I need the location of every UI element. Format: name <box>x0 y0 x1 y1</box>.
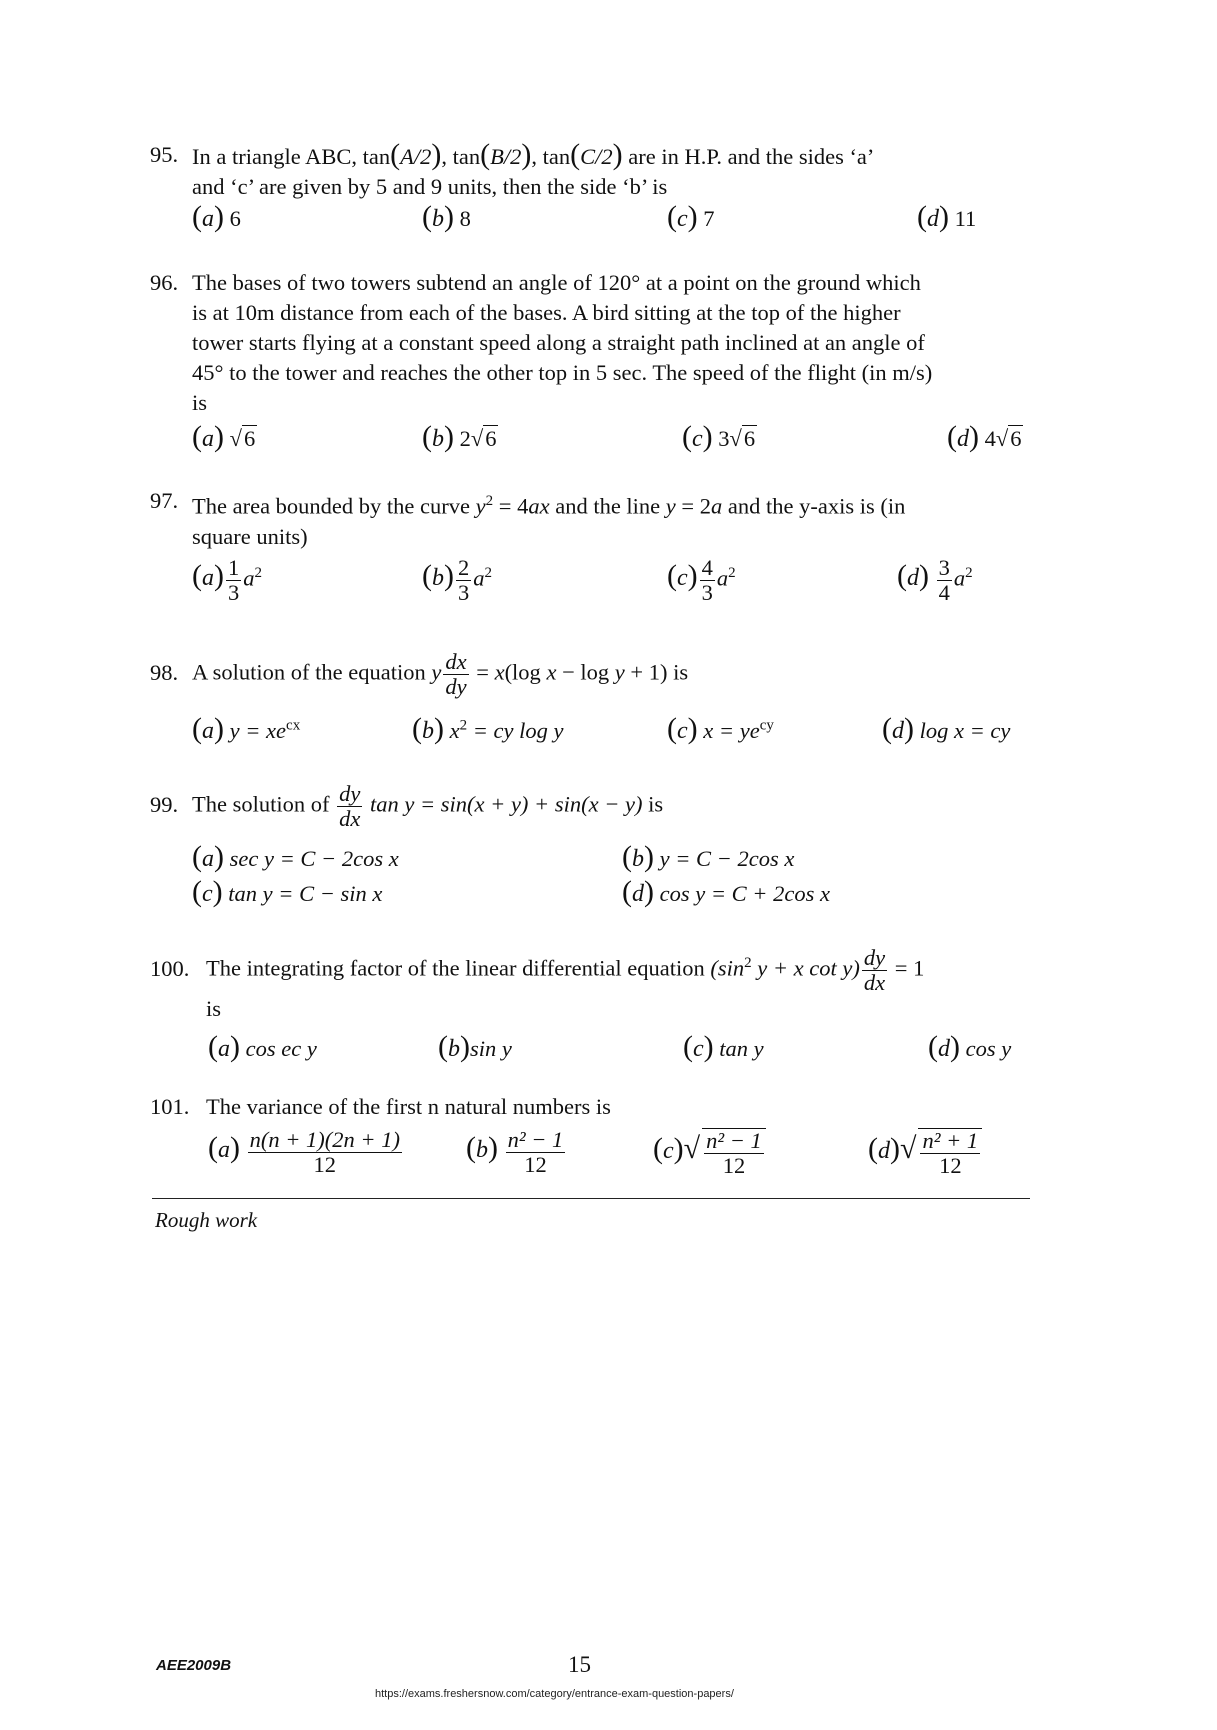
question-stem: In a triangle ABC, tan(A/2), tan(B/2), tan(C/2) are in H.P. and the sides ‘a’ and ‘c’ are given by 5 and 9 units, then the side ‘b’ is <box>192 138 875 199</box>
option-b[interactable]: ( b ) y = C − 2cos x <box>622 840 794 874</box>
option-b[interactable]: ( b ) sin y <box>438 1030 512 1064</box>
option-d[interactable]: ( d ) $\frac{3}{4}$ $a^2$ <box>897 556 973 604</box>
page-number: 15 <box>568 1652 591 1677</box>
option-c[interactable]: ( c ) √ $\frac{\text{n² − 1}}{12}$ <box>653 1128 768 1177</box>
option-b[interactable]: ( b ) $x^2$ = cy log y <box>412 712 564 746</box>
option-b[interactable]: ( b ) 2√6 <box>422 420 498 454</box>
question-number: 100. <box>150 956 190 981</box>
question-stem: The solution of $\frac{dy}{dx}$ tan y = sin(x + y) + sin(x − y) is <box>192 781 664 831</box>
option-c[interactable]: ( c ) tan y <box>683 1030 764 1064</box>
rough-work-label: Rough work <box>155 1208 258 1232</box>
question-number: 96. <box>150 270 179 295</box>
section-divider <box>152 1198 1030 1199</box>
question-stem: The integrating factor of the linear differential equation ($\sin^2$ y + x cot y) $\frac{dy}{dx}$ = 1 is <box>206 945 925 1022</box>
option-a[interactable]: ( a ) sec y = C − 2cos x <box>192 840 399 874</box>
option-c[interactable]: ( c ) 7 <box>667 200 715 234</box>
question-number: 95. <box>150 142 179 167</box>
option-b[interactable]: ( b ) $\frac{2}{3}$ $a^2$ <box>422 556 492 604</box>
option-d[interactable]: ( d ) cos y = C + 2cos x <box>622 875 830 909</box>
question-number: 98. <box>150 660 179 685</box>
question-number: 99. <box>150 792 179 817</box>
option-d[interactable]: ( d ) cos y <box>928 1030 1011 1064</box>
option-d[interactable]: ( d ) √ $\frac{\text{n² + 1}}{12}$ <box>868 1128 984 1177</box>
option-d[interactable]: ( d ) log x = cy <box>882 712 1010 746</box>
option-b[interactable]: ( b ) $\frac{\text{n² − 1}}{12}$ <box>466 1128 567 1176</box>
question-stem: A solution of the equation y $\frac{dx}{dy}$ = x(log x − log y + 1) is <box>192 649 689 699</box>
option-d[interactable]: ( d ) 11 <box>917 200 976 234</box>
question-stem: The variance of the first n natural numbers is <box>206 1094 611 1119</box>
option-a[interactable]: ( a ) $\frac{1}{3}$ $a^2$ <box>192 556 262 604</box>
option-b[interactable]: ( b ) 8 <box>422 200 471 234</box>
option-a[interactable]: ( a ) cos ec y <box>208 1030 317 1064</box>
option-c[interactable]: ( c ) $\frac{4}{3}$ $a^2$ <box>667 556 736 604</box>
question-stem: The area bounded by the curve $y^2 = 4ax$ and the line y = 2a and the y-axis is (in square units) <box>192 493 906 549</box>
option-c[interactable]: ( c ) $x = ye^{cy}$ <box>667 712 774 746</box>
option-c[interactable]: ( c ) 3√6 <box>682 420 757 454</box>
option-a[interactable]: ( a ) √6 <box>192 420 257 454</box>
option-a[interactable]: ( a ) 6 <box>192 200 241 234</box>
option-c[interactable]: ( c ) tan y = C − sin x <box>192 875 382 909</box>
option-a[interactable]: ( a ) $y = xe^{cx}$ <box>192 712 300 746</box>
option-d[interactable]: ( d ) 4√6 <box>947 420 1023 454</box>
paper-code: AEE2009B <box>156 1657 232 1674</box>
question-stem: The bases of two towers subtend an angle of 120° at a point on the ground which is at 10m distance from each of the bases. A bird sitting at the top of the higher tower starts flying at a constant speed along a straight path inclined at an angle of 45° to the tower and reaches the other top in 5 sec. The speed of the flight (in m/s) is <box>192 270 933 415</box>
question-number: 101. <box>150 1094 190 1119</box>
source-url[interactable]: https://exams.freshersnow.com/category/entrance-exam-question-papers/ <box>375 1688 734 1700</box>
option-a[interactable]: ( a ) $\frac{n(n + 1)(2n + 1)}{12}$ <box>208 1128 404 1176</box>
question-number: 97. <box>150 488 179 513</box>
